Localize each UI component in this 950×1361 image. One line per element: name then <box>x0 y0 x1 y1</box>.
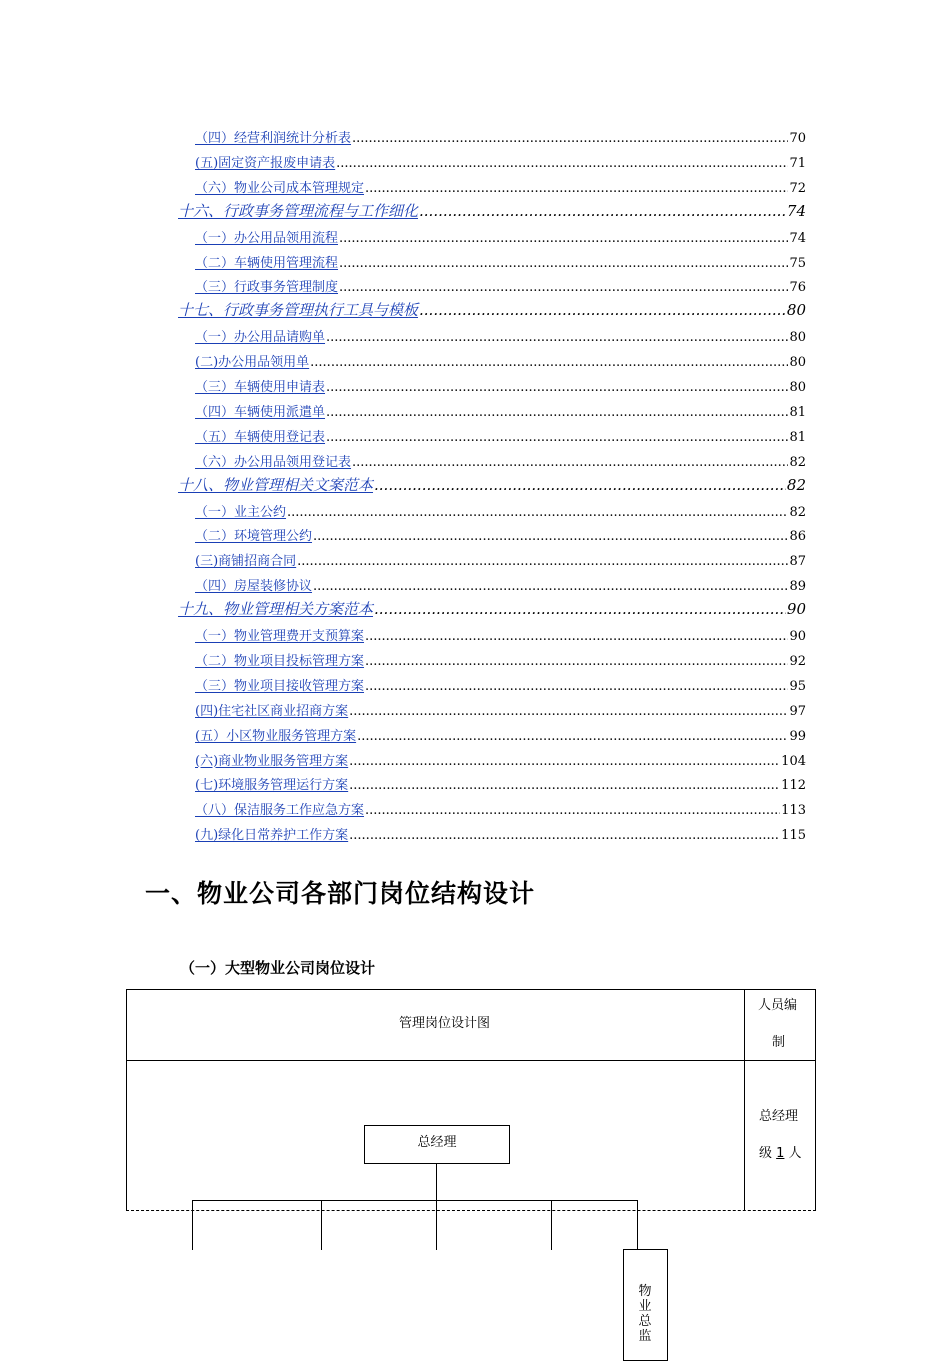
toc-section-entry[interactable] <box>195 326 806 346</box>
toc-leader-dots <box>339 231 788 246</box>
toc-entry-title[interactable]: （六）物业公司成本管理规定 <box>195 180 365 196</box>
toc-leader-dots <box>352 455 788 470</box>
toc-section-entry[interactable] <box>195 501 806 521</box>
table-header-divider <box>126 1060 816 1061</box>
toc-page-number: 95 <box>789 678 806 694</box>
toc-leader-dots <box>419 301 786 319</box>
section-heading: 一、物业公司各部门岗位结构设计 <box>145 879 536 908</box>
toc-entry-title[interactable]: （三）物业项目接收管理方案 <box>195 678 365 694</box>
toc-entry-title[interactable]: (五)固定资产报废申请表 <box>195 155 336 171</box>
toc-leader-dots <box>326 380 788 395</box>
toc-page-number: 81 <box>789 429 806 445</box>
toc-page-number: 80 <box>789 380 806 395</box>
toc-leader-dots <box>339 256 788 271</box>
toc-section-entry[interactable] <box>195 227 806 247</box>
toc-page-number: 70 <box>789 131 806 146</box>
toc-section-entry[interactable] <box>195 276 806 296</box>
toc-section-entry[interactable] <box>195 675 806 695</box>
toc-entry-title[interactable]: 十六、行政事务管理流程与工作细化 <box>178 201 419 220</box>
toc-leader-dots <box>419 202 786 220</box>
toc-chapter-entry[interactable] <box>178 200 806 222</box>
toc-chapter-entry[interactable] <box>178 474 806 496</box>
toc-entry-title[interactable]: (五）小区物业服务管理方案 <box>195 728 357 744</box>
toc-entry-title[interactable]: （六）办公用品领用登记表 <box>195 454 352 470</box>
toc-page-number: 80 <box>786 301 806 320</box>
toc-entry-title[interactable]: （二）环境管理公约 <box>195 529 313 545</box>
toc-page-number: 89 <box>789 579 806 595</box>
toc-page-number: 74 <box>789 230 806 246</box>
toc-section-entry[interactable] <box>195 525 806 545</box>
connector-drop-4 <box>551 1200 552 1250</box>
toc-entry-title[interactable]: （一）办公用品请购单 <box>195 330 326 346</box>
table-top-border <box>126 989 816 990</box>
toc-leader-dots <box>349 778 780 793</box>
toc-leader-dots <box>339 280 788 295</box>
toc-page-number: 113 <box>781 803 806 819</box>
toc-leader-dots <box>297 554 788 569</box>
toc-section-entry[interactable] <box>195 650 806 670</box>
toc-section-entry[interactable] <box>195 401 806 421</box>
table-column-divider <box>744 989 745 1211</box>
toc-entry-title[interactable]: （四）经营利润统计分析表 <box>195 131 352 146</box>
toc-page-number: 81 <box>789 404 806 420</box>
toc-page-number: 104 <box>781 753 806 769</box>
toc-section-entry[interactable] <box>195 376 806 396</box>
toc-section-entry[interactable] <box>195 625 806 645</box>
toc-leader-dots <box>374 600 786 618</box>
toc-section-entry[interactable] <box>195 177 806 197</box>
page-break-dashed-line <box>126 1210 816 1211</box>
toc-entry-title[interactable]: （三）行政事务管理制度 <box>195 280 339 296</box>
toc-leader-dots <box>313 529 788 544</box>
toc-page-number: 87 <box>789 554 806 570</box>
toc-page-number: 115 <box>781 828 806 844</box>
toc-section-entry[interactable] <box>195 750 806 770</box>
toc-page-number: 82 <box>786 475 806 494</box>
toc-section-entry[interactable] <box>195 799 806 819</box>
toc-section-entry[interactable] <box>195 774 806 794</box>
toc-leader-dots <box>357 729 788 744</box>
toc-leader-dots <box>374 476 786 494</box>
general-manager-label: 总经理 <box>417 1135 457 1150</box>
toc-entry-title[interactable]: （一）办公用品领用流程 <box>195 230 339 246</box>
toc-section-entry[interactable] <box>195 152 806 172</box>
connector-drop-3 <box>436 1200 437 1250</box>
toc-leader-dots <box>310 355 788 370</box>
toc-page-number: 74 <box>786 201 806 220</box>
staff-level-label: 总经理 <box>759 1109 799 1124</box>
toc-entry-title[interactable]: （一）物业管理费开支预算案 <box>195 629 365 644</box>
toc-page-number: 71 <box>789 155 806 171</box>
toc-chapter-entry[interactable] <box>178 299 806 321</box>
toc-entry-title[interactable]: (七)环境服务管理运行方案 <box>195 778 349 794</box>
toc-leader-dots <box>365 181 788 196</box>
toc-entry-title[interactable]: (四)住宅社区商业招商方案 <box>195 703 349 719</box>
toc-page-number: 90 <box>789 629 806 644</box>
staff-count: 级 1 人 <box>759 1146 802 1161</box>
toc-entry-title[interactable]: （二）物业项目投标管理方案 <box>195 653 365 669</box>
toc-leader-dots <box>365 679 788 694</box>
toc-section-entry[interactable] <box>195 426 806 446</box>
toc-page-number: 82 <box>789 504 806 520</box>
toc-entry-title[interactable]: 十七、行政事务管理执行工具与模板 <box>178 301 419 320</box>
toc-page-number: 80 <box>789 330 806 346</box>
toc-section-entry[interactable] <box>195 550 806 570</box>
toc-leader-dots <box>287 505 788 520</box>
header-staffing-line2: 制 <box>772 1035 786 1050</box>
toc-leader-dots <box>313 579 788 594</box>
connector-branch-bar <box>192 1200 638 1201</box>
toc-page-number: 90 <box>786 600 806 619</box>
toc-entry-title[interactable]: （三）车辆使用申请表 <box>195 380 326 395</box>
toc-page-number: 99 <box>789 728 806 744</box>
toc-entry-title[interactable]: （八）保洁服务工作应急方案 <box>195 803 365 819</box>
toc-leader-dots <box>365 629 788 644</box>
toc-leader-dots <box>365 803 780 818</box>
toc-leader-dots <box>326 330 788 345</box>
toc-leader-dots <box>365 654 788 669</box>
toc-entry-title[interactable]: 十九、物业管理相关方案范本 <box>178 600 374 619</box>
toc-leader-dots <box>326 405 788 420</box>
connector-drop-2 <box>321 1200 322 1250</box>
toc-page-number: 97 <box>789 703 806 719</box>
toc-leader-dots <box>349 704 788 719</box>
toc-leader-dots <box>352 131 788 146</box>
toc-page-number: 86 <box>789 529 806 545</box>
table-left-border <box>126 989 127 1211</box>
toc-section-entry[interactable] <box>195 725 806 745</box>
toc-page-number: 72 <box>789 180 806 196</box>
toc-section-entry[interactable] <box>195 575 806 595</box>
property-director-label: 物业总监 <box>638 1284 652 1344</box>
toc-section-entry[interactable] <box>195 700 806 720</box>
subsection-heading: （一）大型物业公司岗位设计 <box>180 959 376 977</box>
toc-section-entry[interactable] <box>195 451 806 471</box>
toc-entry-title[interactable]: （四）房屋装修协议 <box>195 579 313 595</box>
toc-entry-title[interactable]: (二)办公用品领用单 <box>195 355 310 371</box>
toc-page-number: 92 <box>789 653 806 669</box>
general-manager-box <box>364 1125 510 1164</box>
toc-entry-title[interactable]: （二）车辆使用管理流程 <box>195 255 339 271</box>
toc-page-number: 75 <box>789 255 806 271</box>
toc-page-number: 80 <box>789 355 806 371</box>
toc-section-entry[interactable] <box>195 351 806 371</box>
connector-drop-1 <box>192 1200 193 1250</box>
toc-leader-dots <box>349 828 780 843</box>
toc-entry-title[interactable]: 十八、物业管理相关文案范本 <box>178 475 374 494</box>
toc-entry-title[interactable]: （四）车辆使用派遣单 <box>195 404 326 420</box>
toc-page-number: 82 <box>789 454 806 470</box>
property-director-box <box>623 1249 668 1361</box>
toc-entry-title[interactable]: （五）车辆使用登记表 <box>195 429 326 445</box>
connector-drop-5 <box>637 1200 638 1250</box>
table-right-border <box>815 989 816 1211</box>
toc-entry-title[interactable]: （一）业主公约 <box>195 504 287 520</box>
toc-chapter-entry[interactable] <box>178 598 806 620</box>
header-design-chart: 管理岗位设计图 <box>399 1016 491 1031</box>
toc-section-entry[interactable] <box>195 127 806 147</box>
header-staffing-line1: 人员编 <box>758 998 798 1013</box>
toc-page-number: 112 <box>781 778 806 794</box>
toc-section-entry[interactable] <box>195 824 806 844</box>
toc-page-number: 76 <box>789 280 806 296</box>
toc-section-entry[interactable] <box>195 252 806 272</box>
toc-leader-dots <box>349 754 780 769</box>
toc-entry-title[interactable]: (九)绿化日常养护工作方案 <box>195 828 349 844</box>
toc-entry-title[interactable]: (三)商铺招商合同 <box>195 554 297 570</box>
toc-entry-title[interactable]: (六)商业物业服务管理方案 <box>195 753 349 769</box>
toc-leader-dots <box>336 156 788 171</box>
toc-leader-dots <box>326 430 788 445</box>
connector-trunk <box>436 1163 437 1201</box>
